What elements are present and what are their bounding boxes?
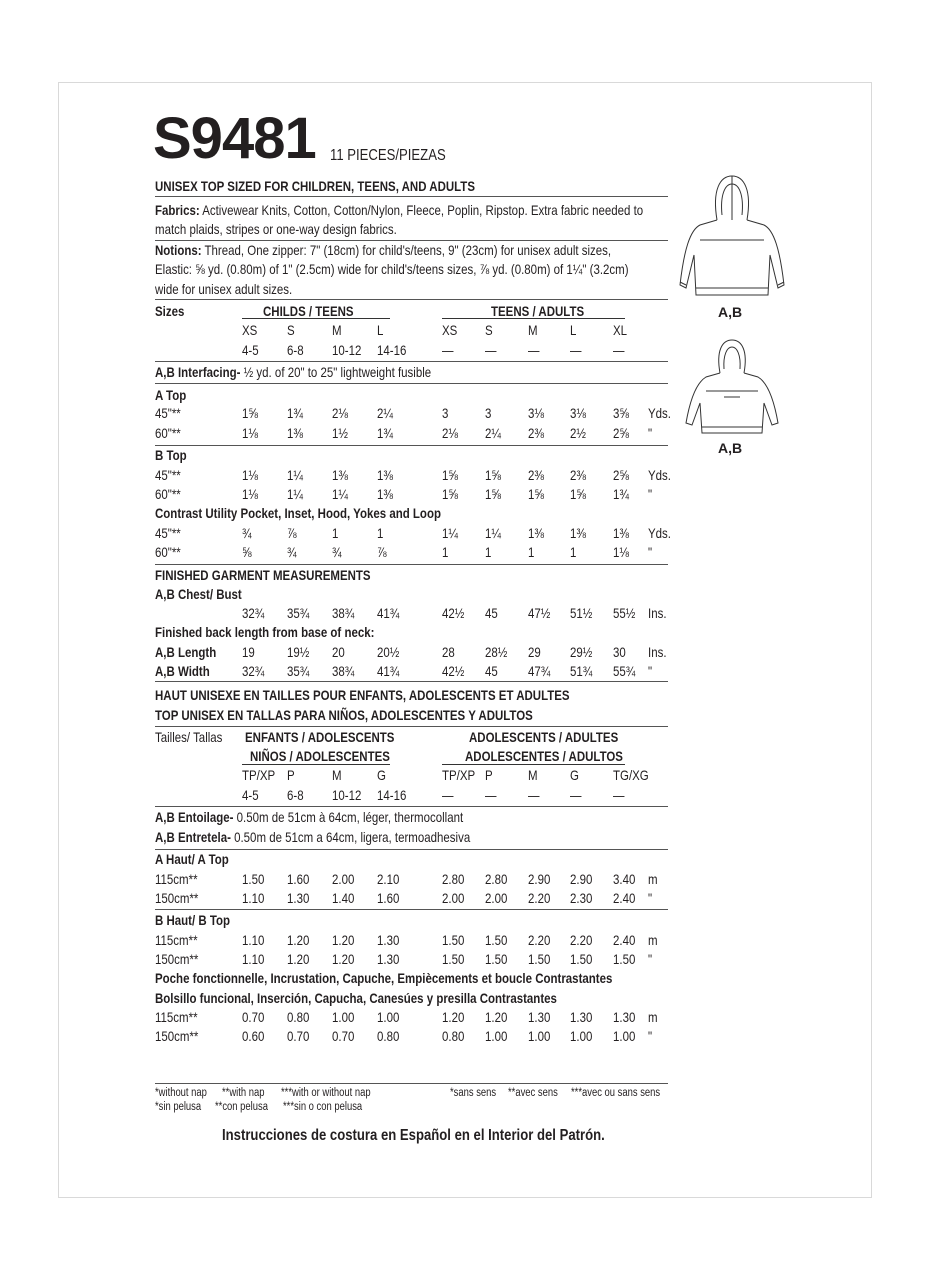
row-label: Contrast Utility Pocket, Inset, Hood, Yokes and Loop [155,505,441,521]
subtitle: UNISEX TOP SIZED FOR CHILDREN, TEENS, AND ADULTS [155,178,475,194]
table-cell: — [528,342,540,358]
pieces-count: 11 PIECES/PIEZAS [330,147,446,164]
table-cell: 0.80 [287,1009,310,1025]
footnote: ***with or without nap [281,1087,371,1099]
divider [155,240,668,241]
row-label: 150cm** [155,1028,199,1044]
table-cell: 1.20 [287,951,310,967]
row-label: Poche fonctionnelle, Incrustation, Capuche, Empiècements et boucle Contrastantes [155,970,613,986]
row-label: A Haut/ A Top [155,851,229,867]
row-label: TOP UNISEX EN TALLAS PARA NIÑOS, ADOLESCENTES Y ADULTOS [155,707,533,723]
unit-label: " [648,425,653,441]
table-cell: 2.90 [528,871,551,887]
table-cell: 2¼ [485,425,501,441]
table-cell: M [332,322,342,338]
table-cell: L [377,322,384,338]
footnote: *without nap [155,1087,207,1099]
table-cell: 41¾ [377,605,400,621]
table-cell: 2⅛ [442,425,458,441]
table-cell: 1¾ [377,425,393,441]
table-cell: 2.90 [570,871,593,887]
table-cell: 1¾ [613,486,629,502]
table-cell: G [570,767,579,783]
table-cell: 20½ [377,644,400,660]
table-cell: 1.50 [442,951,465,967]
divider [155,564,668,565]
table-cell: 30 [613,644,626,660]
group-childs-teens: CHILDS / TEENS [263,303,354,319]
divider [155,806,668,807]
table-cell: 1.20 [442,1009,465,1025]
footnote: ***avec ou sans sens [571,1087,661,1099]
table-cell: 1.00 [528,1028,551,1044]
table-cell: 42½ [442,663,465,679]
table-cell: 1.40 [332,890,355,906]
table-cell: ¾ [242,525,252,541]
unit-label: m [648,871,658,887]
table-cell: 1⅛ [242,486,258,502]
row-label: 150cm** [155,951,199,967]
table-cell: 3 [442,405,449,421]
table-cell: 2.20 [570,932,593,948]
table-cell: 1¼ [442,525,458,541]
table-cell: 47¾ [528,663,551,679]
table-cell: 20 [332,644,345,660]
row-label: 45"** [155,467,181,483]
table-cell: 1⅝ [570,486,586,502]
notions-line-2: Elastic: ⅝ yd. (0.80m) of 1" (2.5cm) wide for child's/teens sizes, ⅞ yd. (0.80m) of 1¼" (3.2cm) [155,261,629,277]
table-cell: 1⅛ [242,425,258,441]
table-cell: 2½ [570,425,586,441]
table-cell: 19 [242,644,255,660]
table-cell: 1¾ [287,405,303,421]
table-cell: 3⅝ [613,405,629,421]
row-label: HAUT UNISEXE EN TAILLES POUR ENFANTS, ADOLESCENTS ET ADULTES [155,687,570,703]
table-cell: 2.00 [485,890,508,906]
group-es-adult: ADOLESCENTES / ADULTOS [465,748,623,764]
table-cell: 2.20 [528,932,551,948]
table-cell: 6-8 [287,342,304,358]
table-cell: 2⅛ [332,405,348,421]
table-cell: 1.50 [528,951,551,967]
table-cell: 2¼ [377,405,393,421]
footnote: **with nap [222,1087,265,1099]
table-cell: 1.20 [485,1009,508,1025]
table-cell: P [485,767,493,783]
table-cell: 1.60 [287,871,310,887]
table-cell: 2⅜ [528,467,544,483]
table-cell: 45 [485,663,498,679]
table-cell: M [528,767,538,783]
divider [155,383,668,384]
table-cell: 2⅝ [613,425,629,441]
fabrics-line-2: match plaids, stripes or one-way design fabrics. [155,221,397,237]
table-cell: 1 [442,544,449,560]
table-cell: ¾ [332,544,342,560]
table-cell: 2.80 [442,871,465,887]
table-cell: 2.30 [570,890,593,906]
hoodie-back-sketch-1 [672,170,792,305]
table-cell: 0.70 [287,1028,310,1044]
table-cell: 3⅛ [528,405,544,421]
table-cell: 51¾ [570,663,593,679]
table-cell: 0.60 [242,1028,265,1044]
table-cell: 6-8 [287,787,304,803]
table-cell: 1.20 [332,951,355,967]
table-cell: 1⅜ [377,467,393,483]
row-label: 115cm** [155,932,198,948]
table-cell: TG/XG [613,767,649,783]
figure-label: A,B [718,440,743,456]
table-cell: — [485,342,497,358]
table-cell: 14-16 [377,342,407,358]
table-cell: XS [442,322,458,338]
table-cell: ⅝ [242,544,252,560]
table-cell: — [485,787,497,803]
table-cell: — [442,787,454,803]
divider [155,909,668,910]
table-cell: 2.00 [332,871,355,887]
row-label: 60"** [155,544,181,560]
table-cell: 51½ [570,605,593,621]
table-cell: 35¾ [287,605,310,621]
footnote: *sans sens [450,1087,497,1099]
row-label: B Haut/ B Top [155,912,231,928]
unit-label: Yds. [648,525,671,541]
table-cell: 1.00 [377,1009,400,1025]
unit-label: m [648,1009,658,1025]
table-cell: L [570,322,577,338]
table-cell: 2.40 [613,890,636,906]
table-cell: 1⅝ [442,467,458,483]
sizes-label: Sizes [155,303,185,319]
table-cell: 0.80 [442,1028,465,1044]
table-cell: S [287,322,295,338]
table-cell: 1⅛ [242,467,258,483]
divider [155,361,668,362]
table-cell: 4-5 [242,342,259,358]
table-cell: 41¾ [377,663,400,679]
table-cell: 1 [570,544,577,560]
unit-label: Yds. [648,405,671,421]
table-cell: 1.10 [242,951,265,967]
row-label: A,B Entoilage- 0.50m de 51cm à 64cm, léger, thermocollant [155,809,464,825]
table-cell: 2⅜ [570,467,586,483]
row-label: Bolsillo funcional, Inserción, Capucha, Canesúes y presilla Contrastantes [155,990,557,1006]
table-cell: 1.20 [287,932,310,948]
row-label: A,B Interfacing- ½ yd. of 20" to 25" lightweight fusible [155,364,432,380]
table-cell: 28 [442,644,455,660]
table-cell: 1⅜ [613,525,629,541]
table-cell: ¾ [287,544,297,560]
table-cell: 2.40 [613,932,636,948]
table-cell: 55¾ [613,663,636,679]
table-cell: M [528,322,538,338]
divider [155,849,668,850]
divider [155,1083,668,1084]
notions-line-3: wide for unisex adult sizes. [155,281,293,297]
table-cell: 47½ [528,605,551,621]
table-cell: ⅞ [287,525,297,541]
table-cell: 0.70 [242,1009,265,1025]
table-cell: 1.50 [570,951,593,967]
table-cell: 4-5 [242,787,259,803]
row-label: 60"** [155,425,181,441]
row-label: 115cm** [155,1009,198,1025]
table-cell: 1.00 [570,1028,593,1044]
figure-label: A,B [718,304,743,320]
divider [155,726,668,727]
unit-label: " [648,1028,653,1044]
table-cell: 1.00 [332,1009,355,1025]
fabrics-line-1: Fabrics: Activewear Knits, Cotton, Cotton/Nylon, Fleece, Poplin, Ripstop. Extra fabric needed to [155,202,644,218]
row-label: Finished back length from base of neck: [155,624,375,640]
table-cell: 1⅝ [242,405,258,421]
table-cell: 1.60 [377,890,400,906]
table-cell: 1 [377,525,384,541]
table-cell: 1⅛ [613,544,629,560]
table-cell: 1 [528,544,535,560]
footnote: **avec sens [508,1087,558,1099]
table-cell: 1.30 [570,1009,593,1025]
footnote: **con pelusa [215,1101,268,1113]
table-cell: 1.50 [442,932,465,948]
table-cell: S [485,322,493,338]
table-cell: 32¾ [242,605,265,621]
row-label: A,B Chest/ Bust [155,586,242,602]
table-cell: 55½ [613,605,636,621]
table-cell: 1⅝ [528,486,544,502]
table-cell: 1⅜ [528,525,544,541]
table-cell: 2.00 [442,890,465,906]
table-cell: — [442,342,454,358]
divider [155,445,668,446]
table-cell: 10-12 [332,342,362,358]
table-cell: 1 [332,525,339,541]
table-cell: TP/XP [442,767,476,783]
table-cell: 1⅝ [485,467,501,483]
table-cell: 1⅝ [442,486,458,502]
unit-label: " [648,951,653,967]
table-cell: XS [242,322,258,338]
table-cell: ⅞ [377,544,387,560]
hoodie-back-sketch-2 [680,335,785,440]
table-cell: 2⅝ [613,467,629,483]
group-fr-adult: ADOLESCENTS / ADULTES [469,729,619,745]
table-cell: XL [613,322,628,338]
table-cell: 38¾ [332,663,355,679]
row-label: A,B Entretela- 0.50m de 51cm a 64cm, ligera, termoadhesiva [155,829,471,845]
unit-label: " [648,544,653,560]
row-label: A Top [155,387,187,403]
table-cell: 1⅜ [287,425,303,441]
table-cell: — [613,342,625,358]
unit-label: Yds. [648,467,671,483]
table-cell: 1¼ [485,525,501,541]
table-cell: 1.50 [613,951,636,967]
divider [155,681,668,682]
table-cell: 35¾ [287,663,310,679]
table-cell: — [570,787,582,803]
unit-label: Ins. [648,605,667,621]
table-cell: 0.80 [377,1028,400,1044]
table-cell: 1⅝ [485,486,501,502]
table-cell: 1.50 [485,932,508,948]
row-label: A,B Width [155,663,210,679]
group-es-child: NIÑOS / ADOLESCENTES [250,748,390,764]
table-cell: 1.00 [613,1028,636,1044]
table-cell: G [377,767,386,783]
table-cell: 38¾ [332,605,355,621]
table-cell: 1⅜ [332,467,348,483]
unit-label: " [648,486,653,502]
row-label: 45"** [155,525,181,541]
table-cell: 28½ [485,644,508,660]
row-label: A,B Length [155,644,217,660]
table-cell: 45 [485,605,498,621]
table-cell: 2.20 [528,890,551,906]
table-cell: 29 [528,644,541,660]
footnote: *sin pelusa [155,1101,202,1113]
table-cell: 1.20 [332,932,355,948]
table-cell: 3 [485,405,492,421]
group-fr-child: ENFANTS / ADOLESCENTS [245,729,395,745]
table-cell: 1.30 [287,890,310,906]
table-cell: 1.50 [242,871,265,887]
divider [155,196,668,197]
table-cell: 1.30 [613,1009,636,1025]
table-cell: 3.40 [613,871,636,887]
table-cell: — [528,787,540,803]
table-cell: P [287,767,295,783]
row-label: B Top [155,447,187,463]
footnote: ***sin o con pelusa [283,1101,363,1113]
table-cell: 2.80 [485,871,508,887]
table-cell: 14-16 [377,787,407,803]
table-cell: 29½ [570,644,593,660]
table-cell: 1¼ [287,467,303,483]
row-label: 45"** [155,405,181,421]
table-cell: 1¼ [332,486,348,502]
table-cell: TP/XP [242,767,276,783]
spanish-instructions-note: Instrucciones de costura en Español en el Interior del Patrón. [222,1127,605,1144]
table-cell: 2.10 [377,871,400,887]
group-teens-adults: TEENS / ADULTS [491,303,585,319]
table-cell: — [570,342,582,358]
table-cell: — [613,787,625,803]
table-cell: 1¼ [287,486,303,502]
table-cell: 1⅜ [377,486,393,502]
table-cell: 1.10 [242,932,265,948]
unit-label: Ins. [648,644,667,660]
table-cell: 0.70 [332,1028,355,1044]
table-cell: 1.30 [377,932,400,948]
table-cell: 1.10 [242,890,265,906]
unit-label: " [648,890,653,906]
table-cell: 1.30 [377,951,400,967]
row-label: 115cm** [155,871,198,887]
table-cell: 19½ [287,644,310,660]
table-cell: 1.30 [528,1009,551,1025]
table-cell: 2⅜ [528,425,544,441]
table-cell: 1½ [332,425,348,441]
unit-label: " [648,663,653,679]
table-cell: 1.00 [485,1028,508,1044]
table-cell: 32¾ [242,663,265,679]
table-cell: M [332,767,342,783]
table-cell: 42½ [442,605,465,621]
table-cell: 1 [485,544,492,560]
row-label: 60"** [155,486,181,502]
row-label: 150cm** [155,890,199,906]
tailles-label: Tailles/ Tallas [155,729,223,745]
notions-line-1: Notions: Thread, One zipper: 7" (18cm) for child's/teens, 9" (23cm) for unisex adult sizes, [155,242,612,258]
table-cell: 3⅛ [570,405,586,421]
table-cell: 10-12 [332,787,362,803]
unit-label: m [648,932,658,948]
table-cell: 1⅜ [570,525,586,541]
row-label: FINISHED GARMENT MEASUREMENTS [155,567,371,583]
table-cell: 1.50 [485,951,508,967]
pattern-number: S9481 [153,106,316,171]
divider [155,299,668,300]
